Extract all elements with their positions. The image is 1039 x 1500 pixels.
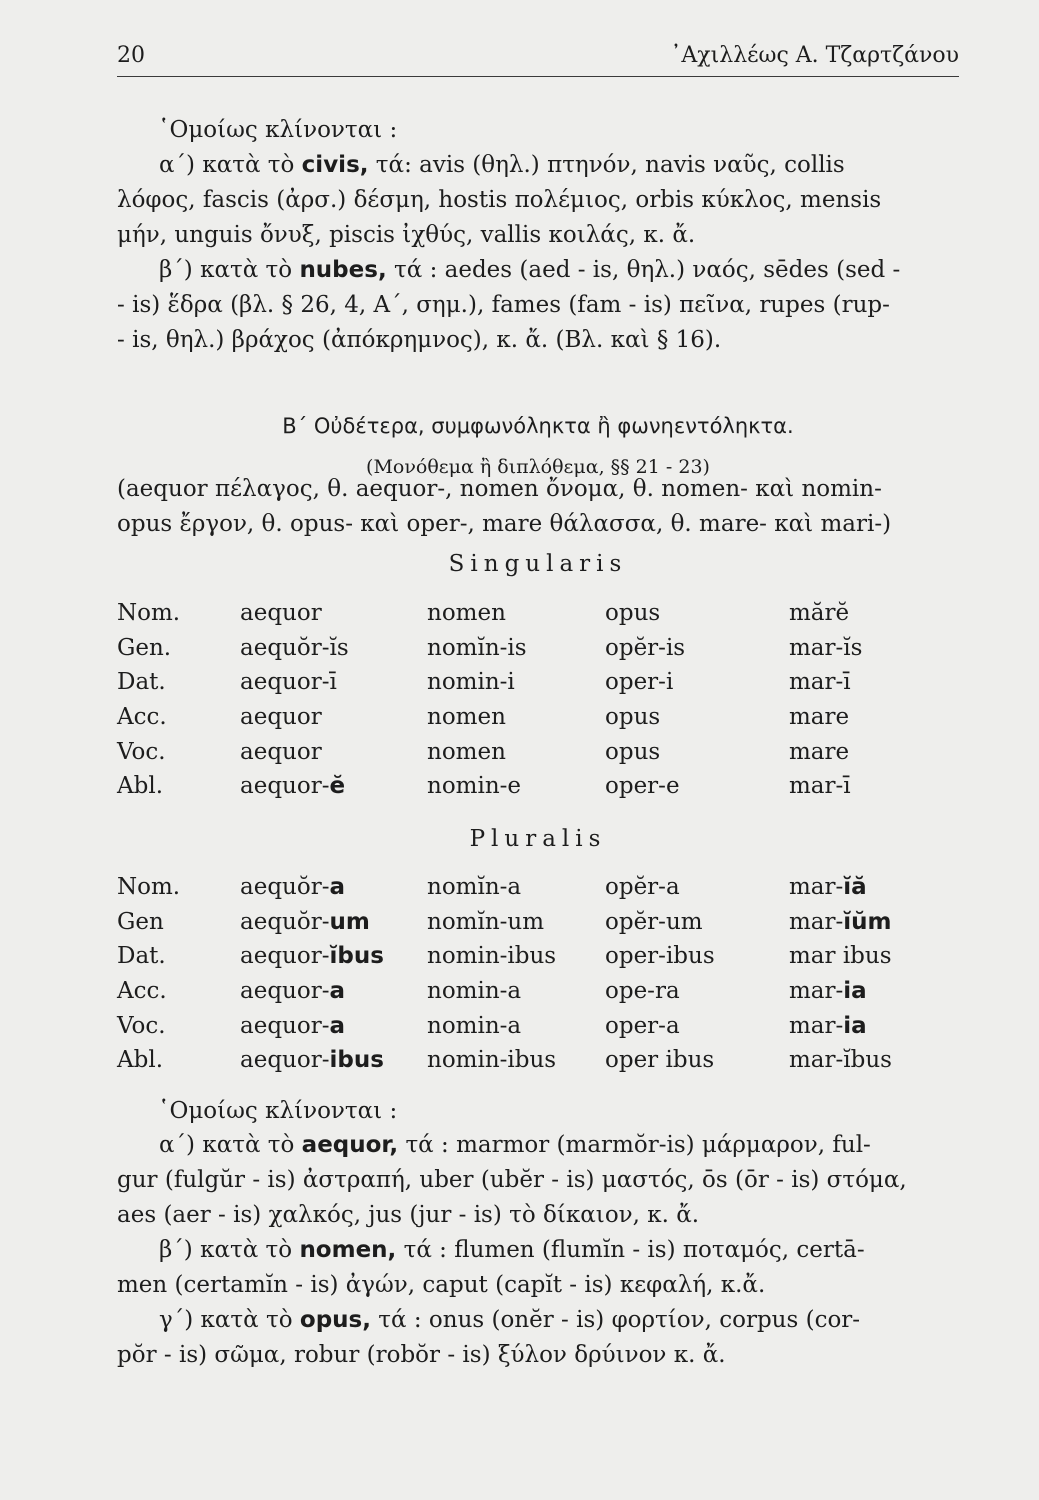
ending: ĭă [843,874,867,901]
case-label: Nom. [117,600,181,627]
stem: nomĭn-is [427,634,527,661]
text: β΄) κατὰ τὸ [159,257,300,283]
stem: opĕr-a [605,874,680,901]
case-label: Gen. [117,634,172,661]
section-description [117,472,891,542]
aequor-form [240,700,427,735]
stem: mar-ī [789,669,851,696]
stem: nomĭn-a [427,874,522,901]
stem: mărĕ [789,600,850,627]
case-label: Voc. [117,1012,166,1039]
case-label: Abl. [117,1047,163,1074]
stem: nomin-i [427,669,515,696]
outro-b-line-2: men (certamĭn - is) ἀγών, caput (capĭt - is) κεφαλή, κ.ἄ. [117,1272,766,1298]
model-word: civis, [301,152,369,178]
opus-form [605,596,789,631]
stem: mare [789,738,850,765]
ending: a [329,874,346,901]
mare-form [789,905,959,940]
mare-form [789,700,959,735]
mare-form [789,1043,959,1078]
mare-form [789,769,959,804]
outro-a-line-2: gur (fulgŭr - is) ἀστραπή, uber (ubĕr - is) μαστός, ōs (ōr - is) στόμα, [117,1167,907,1193]
intro-a-line-2: λόφος, fascis (ἀρσ.) δέσμη, hostis πολέμιος, orbis κύκλος, mensis [117,187,882,213]
nomen-form [427,1043,605,1078]
stem: aequor- [240,1012,330,1039]
stem: nomen [427,704,506,731]
aequor-form [240,905,427,940]
aequor-form [240,1043,427,1078]
stem: mar-ī [789,773,851,800]
aequor-form [240,870,427,905]
intro-b-line-1 [117,253,900,288]
stem: aequor [240,600,322,627]
intro-b-line-3: - is, θηλ.) βράχος (ἀπόκρημνος), κ. ἄ. (Βλ. καὶ § 16). [117,327,722,353]
model-word: opus, [299,1307,371,1333]
stem: opus [605,600,661,627]
stem: aequor- [240,943,330,970]
ending: a [329,978,346,1005]
ending: ĭbus [329,943,384,970]
mare-form [789,939,959,974]
pluralis-label: Pluralis [469,826,607,852]
text: α΄) κατὰ τὸ [159,152,302,178]
mare-form [789,1008,959,1043]
stem: ope-ra [605,978,680,1005]
case-label: Nom. [117,874,181,901]
intro-a-block [117,148,881,253]
stem: aequor- [240,978,330,1005]
outro-a-line-3: aes (aer - is) χαλκός, jus (jur - is) τὸ δίκαιον, κ. ἄ. [117,1202,700,1228]
opus-form [605,1043,789,1078]
intro-heading: ῾Ομοίως κλίνονται : [158,117,398,143]
ending: ia [843,1012,867,1039]
outro-c-block [117,1303,860,1373]
singularis-table [117,596,959,804]
case-label: Gen [117,908,164,935]
intro-b-line-2: - is) ἕδρα (βλ. § 26, 4, Α΄, σημ.), fames (fam - is) πεῖνα, rupes (rup- [117,292,890,318]
case-label: Dat. [117,943,166,970]
stem: aequŏr-ĭs [240,634,349,661]
outro-c-line-1 [117,1303,860,1338]
stem: mare [789,704,850,731]
case-label: Abl. [117,773,163,800]
table-row [117,1008,959,1043]
table-row [117,1043,959,1078]
table-row [117,905,959,940]
stem: oper-i [605,669,674,696]
aequor-form [240,734,427,769]
pluralis-rows [117,870,959,1078]
table-row [117,700,959,735]
text: τά: avis (θηλ.) πτηνόν, navis ναῦς, collis [368,152,845,178]
singularis-rows [117,596,959,804]
stem: nomin-e [427,773,522,800]
ending: a [329,1012,346,1039]
text: τά : flumen (flumĭn - is) ποταμός, certā- [396,1237,865,1263]
ending: ia [843,978,867,1005]
aequor-form [240,769,427,804]
model-word: nomen, [299,1237,397,1263]
mare-form [789,631,959,666]
text: γ΄) κατὰ τὸ [159,1307,300,1333]
section-desc-line-2: opus ἔργον, θ. opus- καὶ oper-, mare θάλασσα, θ. mare- καὶ mari-) [117,511,892,537]
stem: opĕr-um [605,908,703,935]
opus-form [605,905,789,940]
opus-form [605,870,789,905]
stem: nomin-a [427,1012,522,1039]
aequor-form [240,1008,427,1043]
aequor-form [240,974,427,1009]
text: α΄) κατὰ τὸ [159,1132,302,1158]
stem: mar- [789,908,844,935]
aequor-form [240,665,427,700]
ending: ĕ [329,773,346,800]
table-row [117,734,959,769]
opus-form [605,700,789,735]
nomen-form [427,734,605,769]
stem: oper-a [605,1012,680,1039]
stem: mar- [789,874,844,901]
opus-form [605,734,789,769]
stem: nomĭn-um [427,908,545,935]
outro-c-line-2: pŏr - is) σῶμα, robur (robŏr - is) ξύλον δρύινον κ. ἄ. [117,1342,726,1368]
nomen-form [427,665,605,700]
intro-b-block [117,253,900,358]
pluralis-table [117,870,959,1078]
aequor-form [240,596,427,631]
opus-form [605,1008,789,1043]
table-row [117,665,959,700]
stem: aequor- [240,773,330,800]
mare-form [789,870,959,905]
table-row [117,631,959,666]
stem: aequŏr- [240,874,330,901]
opus-form [605,665,789,700]
stem: mar-ĭs [789,634,863,661]
nomen-form [427,631,605,666]
nomen-form [427,1008,605,1043]
opus-form [605,631,789,666]
page-header [117,40,959,77]
section-title: Β΄ Οὐδέτερα, συμφωνόληκτα ἢ φωνηεντόληκτα. [282,414,794,438]
ending: um [329,908,370,935]
stem: nomin-a [427,978,522,1005]
section-desc-line-1: (aequor πέλαγος, θ. aequor-, nomen ὄνομα, θ. nomen- καὶ nomin- [117,476,882,502]
opus-form [605,769,789,804]
mare-form [789,974,959,1009]
nomen-form [427,700,605,735]
text: τά : marmor (marmŏr-is) μάρμαρον, ful- [398,1132,871,1158]
stem: nomin-ibus [427,943,557,970]
mare-form [789,665,959,700]
case-label: Acc. [117,704,167,731]
case-label: Voc. [117,738,166,765]
stem: mar-ĭbus [789,1047,892,1074]
running-head: ᾿Αχιλλέως Α. Τζαρτζάνου [670,43,959,68]
stem: mar- [789,1012,844,1039]
stem: nomen [427,600,506,627]
mare-form [789,596,959,631]
table-row [117,596,959,631]
stem: opus [605,738,661,765]
stem: aequor-ī [240,669,337,696]
nomen-form [427,596,605,631]
outro-a-line-1 [117,1128,907,1163]
text: τά : aedes (aed - is, θηλ.) ναός, sēdes (sed - [386,257,901,283]
nomen-form [427,939,605,974]
ending: ĭŭm [843,908,892,935]
stem: aequor- [240,1047,330,1074]
outro-a-block [117,1128,907,1233]
aequor-form [240,631,427,666]
nomen-form [427,870,605,905]
stem: aequor [240,704,322,731]
singularis-label: Singularis [448,551,628,577]
text: τά : onus (onĕr - is) φορτίον, corpus (cor- [370,1307,861,1333]
table-row [117,769,959,804]
table-row [117,974,959,1009]
case-label: Acc. [117,978,167,1005]
nomen-form [427,974,605,1009]
stem: nomen [427,738,506,765]
outro-heading: ῾Ομοίως κλίνονται : [158,1098,398,1124]
opus-form [605,974,789,1009]
outro-b-line-1 [117,1233,865,1268]
stem: nomin-ibus [427,1047,557,1074]
stem: oper-e [605,773,680,800]
section-subtitle: (Μονόθεμα ἢ διπλόθεμα, §§ 21 - 23) [366,456,710,478]
opus-form [605,939,789,974]
stem: mar- [789,978,844,1005]
intro-a-line-3: μήν, unguis ὄνυξ, piscis ἰχθύς, vallis κοιλάς, κ. ἄ. [117,222,696,248]
text: β΄) κατὰ τὸ [159,1237,300,1263]
intro-a-line-1 [117,148,881,183]
stem: aequŏr- [240,908,330,935]
page-number: 20 [117,43,145,68]
case-label: Dat. [117,669,166,696]
mare-form [789,734,959,769]
nomen-form [427,905,605,940]
nomen-form [427,769,605,804]
table-row [117,939,959,974]
stem: opus [605,704,661,731]
table-row [117,870,959,905]
aequor-form [240,939,427,974]
stem: oper-ibus [605,943,715,970]
model-word: nubes, [299,257,387,283]
stem: mar ibus [789,943,892,970]
model-word: aequor, [301,1132,399,1158]
stem: aequor [240,738,322,765]
ending: ibus [329,1047,384,1074]
stem: oper ibus [605,1047,715,1074]
outro-b-block [117,1233,865,1303]
stem: opĕr-is [605,634,686,661]
